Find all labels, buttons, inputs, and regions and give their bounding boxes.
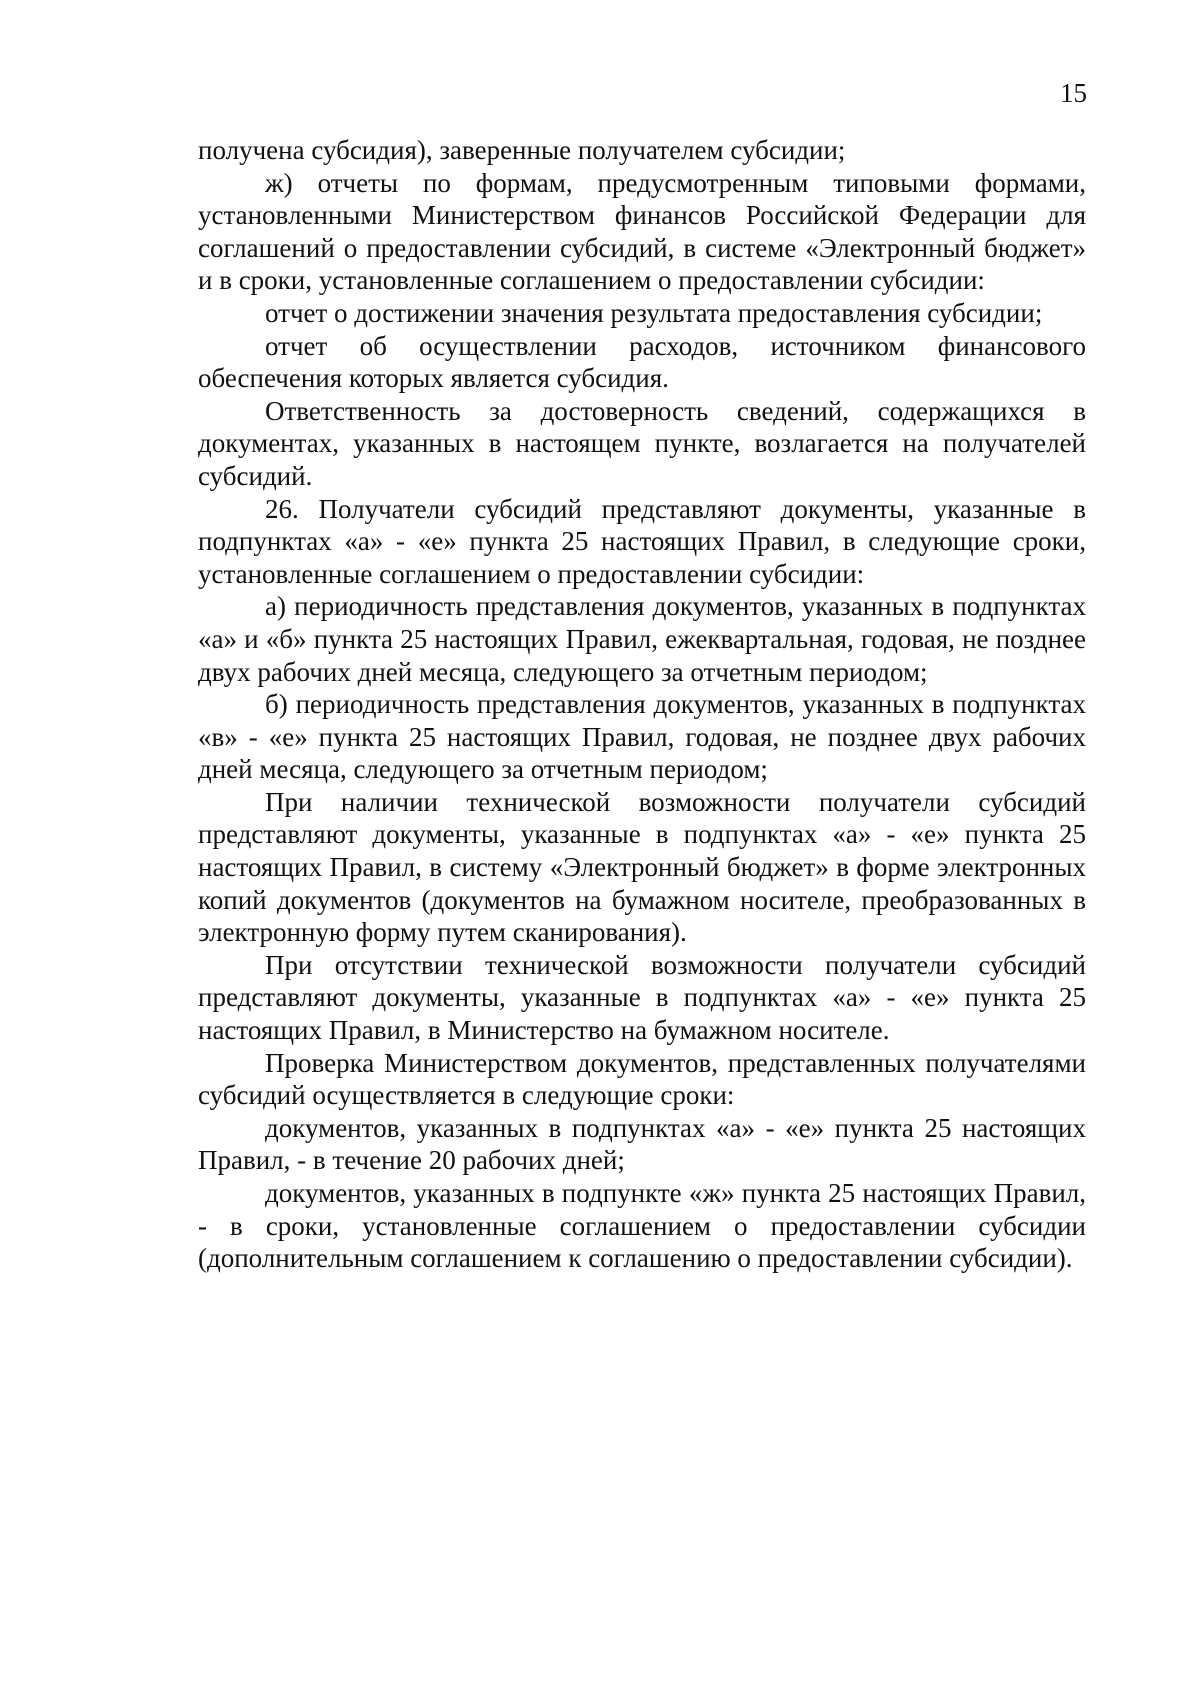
paragraph: Ответственность за достоверность сведений, содержащихся в документах, указанных в настоящем пункте, возлагается на получателей субсидий. <box>198 395 1086 491</box>
paragraph: документов, указанных в подпункте «ж» пункта 25 настоящих Правил, - в сроки, установленные соглашением о предоставлении субсидии (дополнительным соглашением к соглашению о предоставлении субсидии). <box>198 1178 1086 1274</box>
paragraph: получена субсидия), заверенные получателем субсидии; <box>198 135 846 165</box>
page-number: 15 <box>1060 78 1087 108</box>
paragraph: При отсутствии технической возможности получатели субсидий представляют документы, указанные в подпунктах «а» - «е» пункта 25 настоящих Правил, в Министерство на бумажном носителе. <box>198 949 1086 1046</box>
paragraph: отчет о достижении значения результата предоставления субсидии; <box>265 297 1043 328</box>
paragraph: При наличии технической возможности получатели субсидий представляют документы, указанные в подпунктах «а» - «е» пункта 25 настоящих Правил, в систему «Электронный бюджет» в форме электронных копий документов (документов на бумажном носителе, преобразованных в электронную форму путем сканирования). <box>198 786 1086 948</box>
paragraph: 26. Получатели субсидий представляют документы, указанные в подпунктах «а» - «е» пункта 25 настоящих Правил, в следующие сроки, установленные соглашением о предоставлении субсидии: <box>198 493 1086 589</box>
paragraph: ж) отчеты по формам, предусмотренным типовыми формами, установленными Министерством финансов Российской Федерации для соглашений о предоставлении субсидий, в системе «Электронный бюджет» и в сроки, установленные соглашением о предоставлении субсидии: <box>198 167 1086 296</box>
paragraph: документов, указанных в подпунктах «а» - «е» пункта 25 настоящих Правил, - в течение 20 рабочих дней; <box>198 1112 1086 1176</box>
paragraph: б) периодичность представления документов, указанных в подпунктах «в» - «е» пункта 25 настоящих Правил, годовая, не позднее двух рабочих дней месяца, следующего за отчетным периодом; <box>198 689 1086 785</box>
paragraph: отчет об осуществлении расходов, источником финансового обеспечения которых является субсидия. <box>198 330 1086 394</box>
paragraph: а) периодичность представления документов, указанных в подпунктах «а» и «б» пункта 25 настоящих Правил, ежеквартальная, годовая, не позднее двух рабочих дней месяца, следующего за отчетным периодом; <box>198 591 1086 687</box>
document-body <box>198 134 1086 1275</box>
paragraph: Проверка Министерством документов, представленных получателями субсидий осуществляется в следующие сроки: <box>198 1047 1086 1111</box>
